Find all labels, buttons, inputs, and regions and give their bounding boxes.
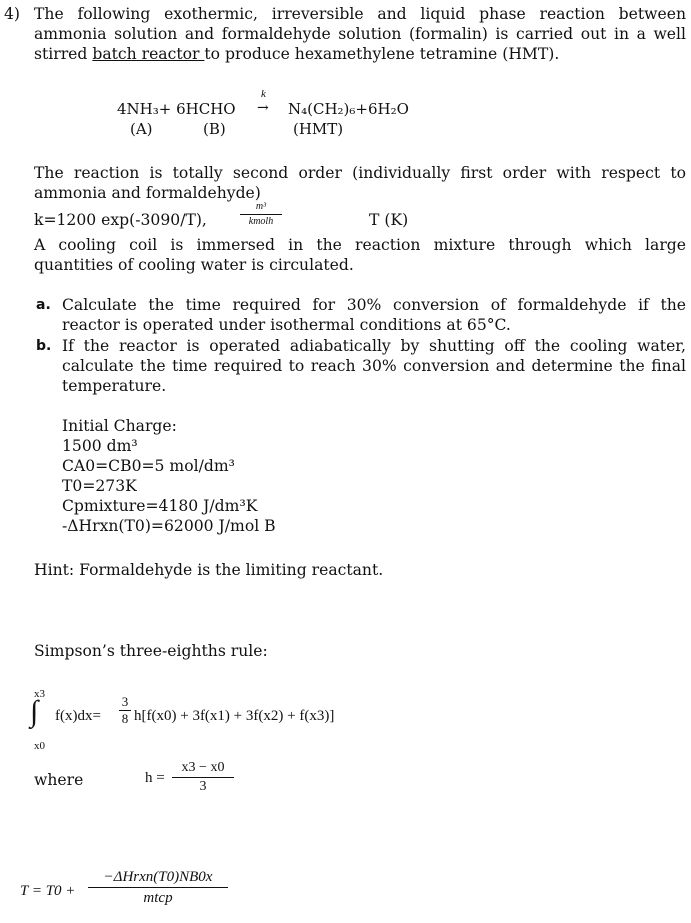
coefficient-numerator: 3 xyxy=(121,694,129,709)
integral-sign: ∫ xyxy=(30,695,39,728)
label-b: (B) xyxy=(203,120,226,138)
temperature-eq-fraction xyxy=(88,868,228,907)
h-fraction-bar xyxy=(172,777,234,778)
cooling-line-2: quantities of cooling water is circulated. xyxy=(34,256,354,274)
hint-text: Hint: Formaldehyde is the limiting reactant. xyxy=(34,561,384,579)
intro-line-3-start: stirred xyxy=(34,45,93,63)
kinetics-line-2: ammonia and formaldehyde) xyxy=(34,184,261,202)
h-definition-fraction xyxy=(172,760,234,795)
reaction-arrow: → xyxy=(257,100,269,116)
label-hmt: (HMT) xyxy=(293,120,344,138)
h-definition-lhs: h = xyxy=(145,770,165,786)
intro-line-1: The following exothermic, irreversible and liquid phase reaction between xyxy=(34,5,686,23)
initial-concentration: CA0=CB0=5 mol/dm³ xyxy=(62,457,235,475)
kinetics-line-1: The reaction is totally second order (individually first order with respect to xyxy=(34,164,686,182)
integral-lhs: f(x)dx= xyxy=(55,708,101,724)
question-a-line-2: reactor is operated under isothermal conditions at 65°C. xyxy=(62,316,511,334)
rate-constant-unit xyxy=(240,201,282,228)
where-label: where xyxy=(34,771,84,789)
initial-temperature: T0=273K xyxy=(62,477,137,495)
initial-charge-heading: Initial Charge: xyxy=(62,417,177,435)
heat-capacity: Cpmixture=4180 J/dm³K xyxy=(62,497,258,515)
fraction-bar xyxy=(240,214,282,215)
problem-number: 4) xyxy=(4,5,21,23)
temperature-eq-numerator: −ΔHrxn(T0)NB0x xyxy=(103,869,213,885)
rate-constant-label: k xyxy=(261,88,266,100)
initial-volume: 1500 dm³ xyxy=(62,437,138,455)
temperature-eq-denominator: mtcp xyxy=(143,890,173,906)
intro-line-3 xyxy=(34,44,559,64)
unit-denominator: kmolh xyxy=(248,216,274,227)
question-a-line-1: Calculate the time required for 30% conversion of formaldehyde if the xyxy=(62,296,686,314)
cooling-line-1: A cooling coil is immersed in the reaction mixture through which large xyxy=(34,236,686,254)
temperature-eq-bar xyxy=(88,887,228,888)
unit-numerator: m³ xyxy=(255,201,267,212)
coefficient-denominator: 8 xyxy=(121,711,129,726)
intro-line-3-end: to produce hexamethylene tetramine (HMT). xyxy=(204,45,560,63)
question-b-line-3: temperature. xyxy=(62,377,167,395)
question-b-label: b. xyxy=(36,338,52,354)
question-b-line-2: calculate the time required to reach 30% conversion and determine the final xyxy=(62,357,686,375)
temperature-eq-lhs: T = T0 + xyxy=(20,883,76,899)
intro-line-2: ammonia solution and formaldehyde solution (formalin) is carried out in a well xyxy=(34,25,686,43)
reaction-lhs: 4NH₃+ 6HCHO xyxy=(117,100,236,118)
heat-of-reaction: -ΔHrxn(T0)=62000 J/mol B xyxy=(62,517,276,535)
reaction-rhs: N₄(CH₂)₆+6H₂O xyxy=(288,100,409,118)
rate-constant-expression: k=1200 exp(-3090/T), xyxy=(34,211,207,229)
simpson-title: Simpson’s three-eighths rule: xyxy=(34,642,268,660)
simpson-coefficient xyxy=(119,695,131,726)
h-denominator: 3 xyxy=(199,779,207,794)
simpson-rhs: h[f(x0) + 3f(x1) + 3f(x2) + f(x3)] xyxy=(134,708,335,724)
batch-reactor-link[interactable]: batch reactor xyxy=(92,45,205,63)
question-b-line-1: If the reactor is operated adiabatically by shutting off the cooling water, xyxy=(62,337,686,355)
label-a: (A) xyxy=(130,120,153,138)
temperature-unit: T (K) xyxy=(369,211,409,229)
integral-lower-limit: x0 xyxy=(34,740,45,752)
h-numerator: x3 − x0 xyxy=(181,760,225,775)
integral-upper-limit: x3 xyxy=(34,688,45,700)
question-a-label: a. xyxy=(36,297,51,313)
